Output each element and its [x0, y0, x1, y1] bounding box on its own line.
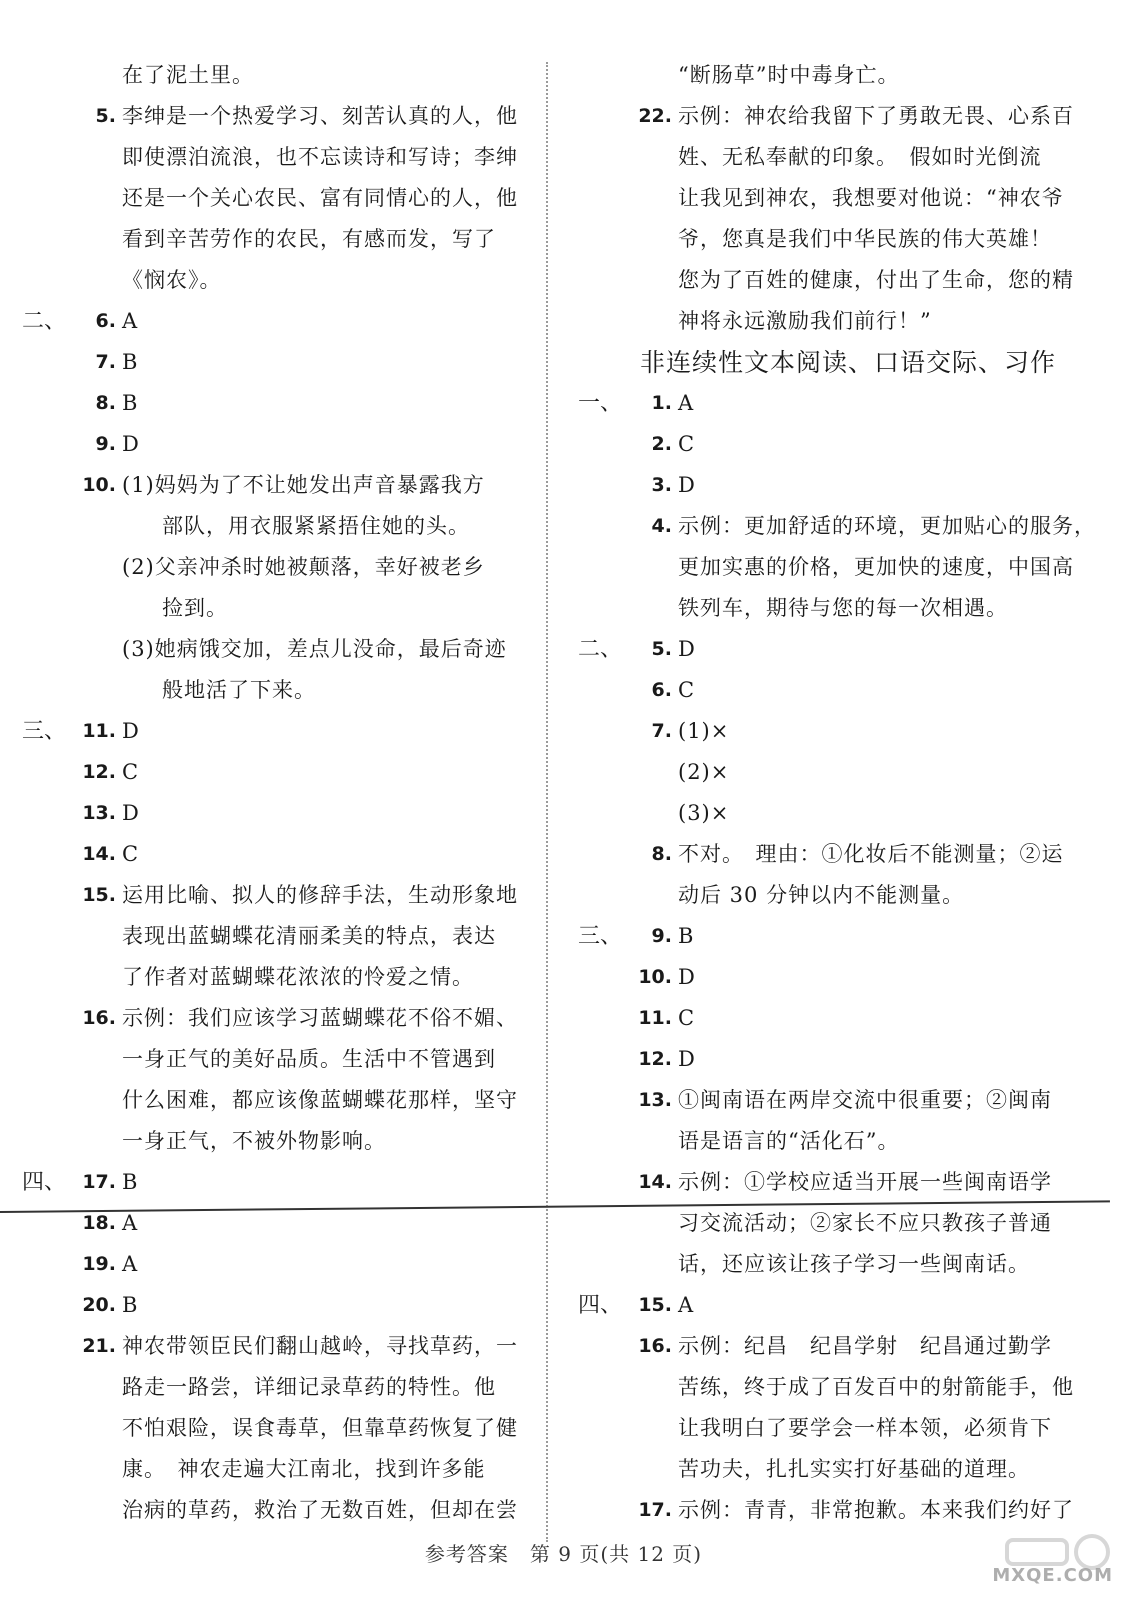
right-column-top [578, 55, 1098, 342]
answer-item [578, 711, 1098, 834]
answer-item [22, 55, 527, 96]
answer-line: 在了泥土里。 [122, 63, 254, 87]
answer-line: 话，还应该让孩子学习一些闽南话。 [678, 1252, 1030, 1276]
answer-line: 习交流活动；②家长不应只教孩子普通 [678, 1211, 1052, 1235]
question-number: 13. [82, 802, 116, 824]
answer-item [578, 424, 1098, 465]
question-number: 6. [651, 679, 672, 701]
answer-item [22, 465, 527, 711]
answer-item [578, 916, 1098, 957]
watermark-text: MXQE.COM [992, 1565, 1113, 1586]
answer-line: 即使漂泊流浪，也不忘读诗和写诗；李绅 [122, 145, 518, 169]
answer-line: 运用比喻、拟人的修辞手法，生动形象地 [122, 883, 518, 907]
question-number: 8. [651, 843, 672, 865]
answer-line: 苦功夫，扎扎实实打好基础的道理。 [678, 1457, 1030, 1481]
answer-line: B [678, 924, 695, 948]
answer-line: C [678, 1006, 696, 1030]
right-column [578, 55, 1098, 1531]
section-marker: 三、 [22, 719, 67, 744]
answer-line: 不对。 理由：①化妆后不能测量；②运 [678, 842, 1064, 866]
answer-line: D [122, 801, 140, 825]
answer-item [578, 1162, 1098, 1285]
answer-line: C [678, 678, 696, 702]
question-number: 19. [82, 1253, 116, 1275]
question-number: 16. [82, 1007, 116, 1029]
question-number: 14. [82, 843, 116, 865]
answer-line: 李绅是一个热爱学习、刻苦认真的人，他 [122, 104, 518, 128]
answer-item [22, 1244, 527, 1285]
answer-item [22, 998, 527, 1162]
answer-line: 示例：神农给我留下了勇敢无畏、心系百 [678, 104, 1074, 128]
answer-line: 示例：更加舒适的环境，更加贴心的服务， [678, 514, 1096, 538]
answer-item [22, 301, 527, 342]
answer-line: 让我明白了要学会一样本领，必须肯下 [678, 1416, 1052, 1440]
question-number: 17. [82, 1171, 116, 1193]
answer-line: A [122, 1211, 139, 1235]
answer-line: 让我见到神农，我想要对他说：“神农爷 [678, 186, 1064, 210]
answer-item [22, 96, 527, 301]
answer-item [578, 629, 1098, 670]
answer-line: (3)× [678, 801, 730, 825]
answer-line: 看到辛苦劳作的农民，有感而发，写了 [122, 227, 496, 251]
answer-item [22, 1326, 527, 1531]
question-number: 12. [638, 1048, 672, 1070]
question-number: 5. [95, 105, 116, 127]
answer-line: D [678, 637, 696, 661]
question-number: 10. [638, 966, 672, 988]
answer-line: A [678, 1293, 695, 1317]
answer-item [22, 875, 527, 998]
answer-line: 示例：青青，非常抱歉。本来我们约好了 [678, 1498, 1074, 1522]
answer-line: 不怕艰险，误食毒草，但靠草药恢复了健 [122, 1416, 518, 1440]
answer-line: B [122, 1170, 139, 1194]
question-number: 7. [651, 720, 672, 742]
question-number: 7. [95, 351, 116, 373]
answer-line: 表现出蓝蝴蝶花清丽柔美的特点，表达 [122, 924, 496, 948]
question-number: 2. [651, 433, 672, 455]
section-marker: 三、 [578, 924, 623, 949]
answer-item [578, 1039, 1098, 1080]
answer-line: 示例：我们应该学习蓝蝴蝶花不俗不媚、 [122, 1006, 518, 1030]
answer-item [22, 1162, 527, 1203]
answer-item [578, 55, 1098, 96]
answer-item [578, 1326, 1098, 1490]
sub-answer [122, 629, 527, 711]
section-marker: 四、 [22, 1170, 67, 1195]
question-number: 10. [82, 474, 116, 496]
answer-line: (2)× [678, 760, 730, 784]
answer-line: 动后 30 分钟以内不能测量。 [678, 883, 965, 907]
question-number: 18. [82, 1212, 116, 1234]
answer-line: (3)她病饿交加，差点儿没命，最后奇迹 [122, 637, 507, 661]
section-marker: 二、 [22, 309, 67, 334]
question-number: 15. [82, 884, 116, 906]
answer-line: 一身正气，不被外物影响。 [122, 1129, 386, 1153]
answer-line: (1)妈妈为了不让她发出声音暴露我方 [122, 473, 485, 497]
answer-line: C [678, 432, 696, 456]
answer-line: (1)× [678, 719, 730, 743]
answer-line: 路走一路尝，详细记录草药的特性。他 [122, 1375, 496, 1399]
question-number: 15. [638, 1294, 672, 1316]
question-number: 6. [95, 310, 116, 332]
question-number: 21. [82, 1335, 116, 1357]
section-marker: 四、 [578, 1293, 623, 1318]
answer-line: 了作者对蓝蝴蝶花浓浓的怜爱之情。 [122, 965, 474, 989]
answer-item [22, 793, 527, 834]
answer-line: 神农带领臣民们翻山越岭，寻找草药，一 [122, 1334, 518, 1358]
section-marker: 二、 [578, 637, 623, 662]
section-marker: 一、 [578, 391, 623, 416]
answer-line: 神将永远激励我们前行！” [678, 309, 932, 333]
answer-item [22, 752, 527, 793]
answer-line: 治病的草药，救治了无数百姓，但却在尝 [122, 1498, 518, 1522]
question-number: 12. [82, 761, 116, 783]
question-number: 16. [638, 1335, 672, 1357]
answer-line: 更加实惠的价格，更加快的速度，中国高 [678, 555, 1074, 579]
answer-item [578, 834, 1098, 916]
question-number: 11. [638, 1007, 672, 1029]
answer-item [578, 465, 1098, 506]
answer-item [22, 1285, 527, 1326]
answer-line: “断肠草”时中毒身亡。 [678, 63, 900, 87]
sub-answer [122, 547, 527, 629]
answer-line: 您为了百姓的健康，付出了生命，您的精 [678, 268, 1074, 292]
question-number: 11. [82, 720, 116, 742]
answer-line: D [678, 473, 696, 497]
answer-item [578, 670, 1098, 711]
answer-line: 姓、无私奉献的印象。 假如时光倒流 [678, 145, 1042, 169]
answer-line: 部队，用衣服紧紧捂住她的头。 [162, 514, 470, 538]
answer-line: A [122, 1252, 139, 1276]
answer-item [22, 383, 527, 424]
answer-line: 爷，您真是我们中华民族的伟大英雄！ [678, 227, 1052, 251]
left-column [22, 55, 527, 1531]
answer-line: 还是一个关心农民、富有同情心的人，他 [122, 186, 518, 210]
question-number: 14. [638, 1171, 672, 1193]
answer-line: C [122, 842, 140, 866]
answer-line: 示例：①学校应适当开展一些闽南语学 [678, 1170, 1052, 1194]
answer-line: 示例：纪昌 纪昌学射 纪昌通过勤学 [678, 1334, 1052, 1358]
question-number: 4. [651, 515, 672, 537]
question-number: 9. [651, 925, 672, 947]
answer-line: D [122, 432, 140, 456]
answer-line: B [122, 391, 139, 415]
answer-item [578, 1490, 1098, 1531]
answer-line: 什么困难，都应该像蓝蝴蝶花那样，坚守 [122, 1088, 518, 1112]
answer-item [22, 342, 527, 383]
answer-line: D [678, 1047, 696, 1071]
answer-line: 语是语言的“活化石”。 [678, 1129, 900, 1153]
answer-line: ①闽南语在两岸交流中很重要；②闽南 [678, 1088, 1052, 1112]
answer-line: C [122, 760, 140, 784]
answer-line: 般地活了下来。 [162, 678, 316, 702]
question-number: 8. [95, 392, 116, 414]
question-number: 20. [82, 1294, 116, 1316]
question-number: 9. [95, 433, 116, 455]
answer-line: A [122, 309, 139, 333]
answer-line: 一身正气的美好品质。生活中不管遇到 [122, 1047, 496, 1071]
answer-item [578, 506, 1098, 629]
answer-item [578, 1080, 1098, 1162]
answer-line: 《悯农》。 [122, 268, 222, 292]
sub-answer [122, 465, 527, 547]
question-number: 22. [638, 105, 672, 127]
question-number: 17. [638, 1499, 672, 1521]
question-number: 5. [651, 638, 672, 660]
answer-line: B [122, 1293, 139, 1317]
section-heading: 非连续性文本阅读、口语交际、习作 [639, 348, 1056, 377]
column-divider [546, 62, 548, 1542]
answer-line: D [122, 719, 140, 743]
question-number: 3. [651, 474, 672, 496]
answer-line: 康。 神农走遍大江南北，找到许多能 [122, 1457, 486, 1481]
answer-item [22, 424, 527, 465]
answer-line: 铁列车，期待与您的每一次相遇。 [678, 596, 1008, 620]
question-number: 13. [638, 1089, 672, 1111]
question-number: 1. [651, 392, 672, 414]
answer-item [578, 998, 1098, 1039]
answer-item [22, 711, 527, 752]
answer-line: A [678, 391, 695, 415]
answer-line: (2)父亲冲杀时她被颠落，幸好被老乡 [122, 555, 485, 579]
right-column-main [578, 383, 1098, 1531]
answer-item [578, 383, 1098, 424]
answer-item [578, 957, 1098, 998]
answer-line: 苦练，终于成了百发百中的射箭能手，他 [678, 1375, 1074, 1399]
answer-line: 捡到。 [162, 596, 228, 620]
answer-line: D [678, 965, 696, 989]
page-footer: 参考答案 第 9 页(共 12 页) [424, 1542, 703, 1566]
answer-item [22, 834, 527, 875]
answer-item [578, 1285, 1098, 1326]
answer-item [578, 96, 1098, 342]
answer-line: B [122, 350, 139, 374]
